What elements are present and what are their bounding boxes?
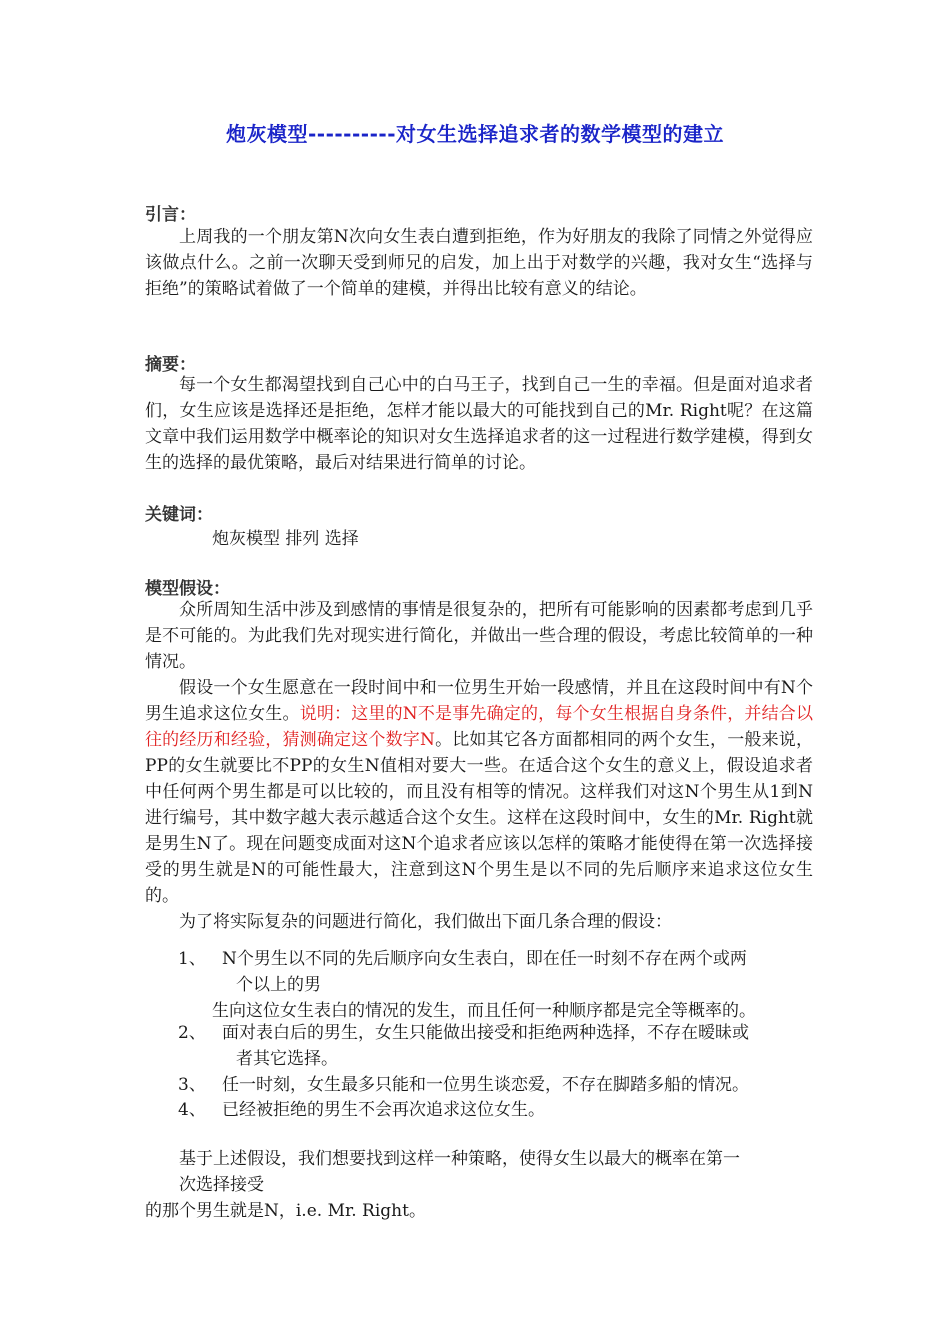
abstract-text [145,372,813,476]
list-text-cont: 生向这位女生表白的情况的发生，而且任何一种顺序都是完全等概率的。 [212,1001,756,1021]
list-item [178,1097,818,1123]
intro-heading: 引言： [145,205,196,225]
list-item [178,1072,818,1098]
list-text: 面对表白后的男生，女生只能做出接受和拒绝两种选择，不存在暧昧或 [222,1023,749,1043]
list-text: 任一时刻，女生最多只能和一位男生谈恋爱，不存在脚踏多船的情况。 [222,1075,749,1095]
assumption-text-a: 假设一个女生愿意在一段时间中和一位男生开始一段感情，并且在这段时间中有N个男生追求这位女生。 [145,678,813,724]
conclusion-line-2: 次选择接受 [179,1175,264,1195]
list-number: 4、 [178,1100,206,1120]
intro-paragraph: 上周我的一个朋友第N次向女生表白遭到拒绝，作为好朋友的我除了同情之外觉得应该做点什么。之前一次聊天受到师兄的启发，加上出于对数学的兴趣，我对女生“选择与拒绝”的策略试着做了一个简单的建模，并得出比较有意义的结论。 [145,227,813,299]
list-item [178,1020,818,1072]
list-text: 已经被拒绝的男生不会再次追求这位女生。 [222,1100,545,1120]
assumptions-paragraph-2 [145,675,813,909]
assumptions-paragraph-1: 众所周知生活中涉及到感情的事情是很复杂的，把所有可能影响的因素都考虑到几乎是不可能的。为此我们先对现实进行简化，并做出一些合理的假设，考虑比较简单的一种情况。 [145,600,813,672]
keywords-heading: 关键词： [145,505,213,525]
conclusion-line-1: 基于上述假设，我们想要找到这样一种策略，使得女生以最大的概率在第一 [179,1149,740,1169]
conclusion-line-3: 的那个男生就是N，i.e. Mr. Right。 [145,1201,426,1221]
assumption-text-b: 。比如其它各方面都相同的两个女生，一般来说，PP的女生就要比不PP的女生N值相对要大一些。在适合这个女生的意义上，假设追求者中任何两个男生都是可以比较的，而且没有相等的情况。这样我们对这N个男生从1到N进行编号，其中数字越大表示越适合这个女生。这样在这段时间中，女生的Mr. Right就是男生N了。现在问题变成面对这N个追求者应该以怎样的策略才能使得在第一次选择接受的男生就是N的可能性最大，注意到这N个男生是以不同的先后顺序来追求这位女生的。 [145,730,813,906]
list-number: 3、 [178,1075,206,1095]
assumptions-paragraph-3: 为了将实际复杂的问题进行简化，我们做出下面几条合理的假设： [179,912,672,932]
intro-text [145,224,813,302]
list-text: N个男生以不同的先后顺序向女生表白，即在任一时刻不存在两个或两 [222,949,747,969]
list-text-cont: 个以上的男 [236,975,321,995]
list-item [178,946,818,1024]
highlight-note: 说明：这里的N不是事先确定的，每个女生根据自身条件，并结合以往的经历和经验，猜测确定这个数字N [145,704,813,750]
list-number: 1、 [178,949,206,969]
page-title: 炮灰模型----------对女生选择追求者的数学模型的建立 [225,122,724,146]
list-text-cont: 者其它选择。 [236,1049,338,1069]
conclusion-text [145,1146,813,1224]
keywords-text: 炮灰模型 排列 选择 [212,529,359,549]
assumptions-heading: 模型假设： [145,579,230,599]
abstract-paragraph: 每一个女生都渴望找到自己心中的白马王子，找到自己一生的幸福。但是面对追求者们，女生应该是选择还是拒绝，怎样才能以最大的可能找到自己的Mr. Right呢？在这篇文章中我们运用数学中概率论的知识对女生选择追求者的这一过程进行数学建模，得到女生的选择的最优策略，最后对结果进行简单的讨论。 [145,375,813,473]
abstract-heading: 摘要： [145,355,196,375]
list-number: 2、 [178,1023,206,1043]
assumptions-text [145,597,813,935]
